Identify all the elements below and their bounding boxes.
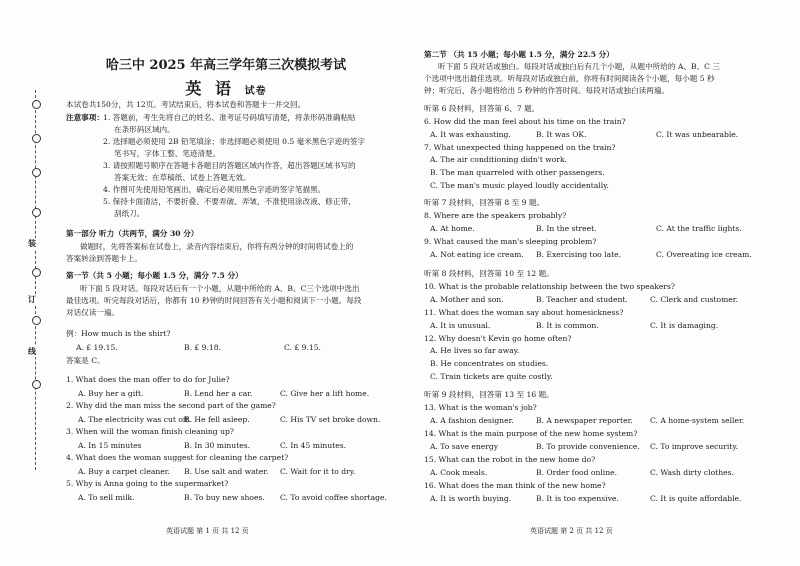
- option-a: A. The electricity was cut off.: [78, 415, 191, 424]
- option-b: B. Order food online.: [536, 468, 618, 477]
- option-a: A. At home.: [430, 224, 475, 233]
- option-a: A. Buy a carpet cleaner.: [78, 467, 170, 476]
- question-text: 9. What caused the man's sleeping problem?: [424, 237, 597, 246]
- option-c: C. At the traffic lights.: [656, 224, 742, 233]
- option-a: A. It is unusual.: [430, 321, 491, 330]
- binding-hole: [32, 168, 41, 177]
- binding-hole: [32, 208, 41, 217]
- material-intro: 听第 6 段材料，回答第 6、7 题。: [424, 104, 540, 113]
- option-c: C. Overeating ice cream.: [656, 250, 752, 259]
- binding-label: 线: [28, 346, 36, 356]
- page-footer: 英语试题 第 1 页 共 12 页: [166, 527, 249, 535]
- question-text: 10. What is the probable relationship between the two speakers?: [424, 282, 675, 291]
- section2-desc: 钟；听完后，各小题将给出 5 秒钟的作答时间。每段对话或独白读两遍。: [424, 86, 670, 95]
- option-a: A. The air conditioning didn't work.: [430, 155, 568, 164]
- option-b: B. In 30 minutes.: [184, 441, 251, 450]
- binding-hole: [32, 134, 41, 143]
- option-a: A. Mother and son.: [430, 295, 504, 304]
- question-text: 4. What does the woman suggest for cleaning the carpet?: [66, 453, 289, 462]
- option-a: A. He lives so far away.: [430, 346, 520, 355]
- option-c: C. His TV set broke down.: [280, 415, 381, 424]
- example-option: C. £ 9.15.: [284, 343, 321, 352]
- note-line: 4. 作图可先使用铅笔画出，确定后必须用黑色字迹的签字笔描黑。: [103, 185, 326, 194]
- option-c: C. Clerk and customer.: [650, 295, 739, 304]
- example-option: A. £ 19.15.: [76, 343, 118, 352]
- example-question: 例：How much is the shirt?: [66, 329, 171, 338]
- question-text: 1. What does the man offer to do for Julie?: [66, 375, 230, 384]
- part1-desc: 答案转涂到答题卡上。: [66, 254, 142, 263]
- section1-desc: 听下面 5 段对话。每段对话后有一个小题，从题中所给的 A、B、C三个选项中选出: [80, 284, 360, 293]
- note-line: 在条形码区域内。: [114, 125, 175, 134]
- note-line: 笔书写，字体工整、笔迹清楚。: [114, 149, 221, 158]
- option-c: C. It is damaging.: [650, 321, 719, 330]
- option-a: A. Cook meals.: [430, 468, 488, 477]
- note-line: 刮纸刀。: [114, 209, 145, 218]
- binding-hole: [32, 268, 41, 277]
- option-c: C. To improve security.: [650, 442, 739, 451]
- material-intro: 听第 9 段材料，回答第 13 至 16 题。: [424, 390, 554, 399]
- example-answer: 答案是 C。: [66, 356, 105, 365]
- section2-heading: 第二节 （共 15 小题；每小题 1.5 分，满分 22.5 分）: [424, 50, 614, 59]
- question-text: 14. What is the main purpose of the new home system?: [424, 429, 638, 438]
- option-a: A. To sell milk.: [78, 493, 135, 502]
- option-a: A. Buy her a gift.: [78, 389, 144, 398]
- option-c: C. In 45 minutes.: [280, 441, 347, 450]
- section2-desc: 听下面 5 段对话或独白。每段对话或独白后有几个小题，从题中所给的 A、B、C 三: [438, 62, 720, 71]
- binding-line: [35, 90, 36, 470]
- binding-margin: [26, 90, 48, 470]
- binding-hole: [32, 380, 41, 389]
- note-line: 1. 答题前，考生先将自己的姓名、准考证号码填写清楚，将条形码准确粘贴: [103, 113, 356, 122]
- option-c: C. The man's music played loudly accidentally.: [430, 181, 609, 190]
- note-line: 5. 保持卡面清洁，不要折叠、不要弄破、弄皱，不准使用涂改液、修正带、: [103, 197, 356, 206]
- page-footer: 英语试题 第 2 页 共 12 页: [530, 527, 613, 535]
- binding-hole: [32, 100, 41, 109]
- option-c: C. Wash dirty clothes.: [650, 468, 734, 477]
- exam-title: 哈三中 2025 年高三学年第三次模拟考试: [105, 58, 347, 73]
- option-a: A. A fashion designer.: [430, 416, 514, 425]
- option-c: C. To avoid coffee shortage.: [280, 493, 387, 502]
- question-text: 5. Why is Anna going to the supermarket?: [66, 479, 229, 488]
- option-b: B. In the street.: [536, 224, 597, 233]
- option-b: B. It is too expensive.: [536, 494, 619, 503]
- binding-hole: [32, 316, 41, 325]
- binding-label: 装: [28, 238, 36, 248]
- question-text: 16. What does the man think of the new home?: [424, 481, 606, 490]
- option-b: B. To provide convenience.: [536, 442, 640, 451]
- binding-label: 订: [28, 294, 36, 304]
- option-b: B. He concentrates on studies.: [430, 359, 549, 368]
- section2-desc: 个选项中选出最佳选项。听每段对话或独白前，你将有时间阅读各个小题，每小题 5 秒: [424, 74, 715, 83]
- section1-heading: 第一节（共 5 小题；每小题 1.5 分，满分 7.5 分）: [66, 271, 243, 280]
- option-a: A. In 15 minutes: [78, 441, 142, 450]
- option-b: B. Use salt and water.: [184, 467, 269, 476]
- option-b: B. It was OK.: [536, 130, 587, 139]
- part1-heading: 第一部分 听力（共两节，满分 30 分）: [66, 229, 199, 238]
- question-text: 6. How did the man feel about his time on the train?: [424, 117, 626, 126]
- subject-title: 英 语 试卷: [185, 79, 267, 98]
- question-text: 3. When will the woman finish cleaning up?: [66, 427, 234, 436]
- option-c: C. It was unbearable.: [656, 130, 739, 139]
- question-text: 8. Where are the speakers probably?: [424, 211, 567, 220]
- question-text: 12. Why doesn't Kevin go home often?: [424, 334, 572, 343]
- option-b: B. A newspaper reporter.: [536, 416, 633, 425]
- option-c: C. Wait for it to dry.: [280, 467, 356, 476]
- option-b: B. Teacher and student.: [536, 295, 628, 304]
- option-b: B. To buy new shoes.: [184, 493, 265, 502]
- notes-label: 注意事项：: [66, 113, 104, 122]
- option-a: A. It was exhausting.: [430, 130, 511, 139]
- option-b: B. Lend her a car.: [184, 389, 253, 398]
- option-c: C. A home-system seller.: [650, 416, 745, 425]
- option-c: C. Give her a lift home.: [280, 389, 370, 398]
- option-a: A. To save energy: [430, 442, 499, 451]
- option-a: A. Not eating ice cream.: [430, 250, 524, 259]
- question-text: 15. What can the robot in the new home do?: [424, 455, 596, 464]
- section1-desc: 最佳选项。听完每段对话后，你都有 10 秒钟的时间回答有关小题和阅读下一小题。每段: [66, 296, 362, 305]
- note-line: 答案无效；在草稿纸、试卷上答题无效。: [114, 173, 251, 182]
- note-line: 2. 选择题必须使用 2B 铅笔填涂；非选择题必须使用 0.5 毫米黑色字迹的签字: [103, 137, 366, 146]
- question-text: 13. What is the woman's job?: [424, 403, 537, 412]
- question-text: 7. What unexpected thing happened on the train?: [424, 143, 616, 152]
- option-b: B. The man quarreled with other passengers.: [430, 168, 605, 177]
- material-intro: 听第 8 段材料，回答第 10 至 12 题。: [424, 269, 554, 278]
- question-text: 11. What does the woman say about homesickness?: [424, 308, 624, 317]
- question-text: 2. Why did the man miss the second part of the game?: [66, 401, 276, 410]
- option-c: C. Train tickets are quite costly.: [430, 372, 553, 381]
- material-intro: 听第 7 段材料，回答第 8 至 9 题。: [424, 198, 545, 207]
- example-option: B. £ 9.18.: [184, 343, 221, 352]
- option-b: B. It is common.: [536, 321, 599, 330]
- part1-desc: 做题时，先将答案标在试卷上，录音内容结束后，你将有两分钟的时间将试卷上的: [80, 242, 354, 251]
- note-line: 3. 请按照题号顺序在答题卡各题目的答题区域内作答，超出答题区域书写的: [103, 161, 356, 170]
- option-c: C. It is quite affordable.: [650, 494, 742, 503]
- section1-desc: 对话仅读一遍。: [66, 308, 120, 317]
- intro-text: 本试卷共150分，共 12页。考试结束后，将本试卷和答题卡一并交回。: [66, 100, 306, 109]
- option-b: B. Exercising too late.: [536, 250, 622, 259]
- option-b: B. He fell asleep.: [184, 415, 250, 424]
- option-a: A. It is worth buying.: [430, 494, 512, 503]
